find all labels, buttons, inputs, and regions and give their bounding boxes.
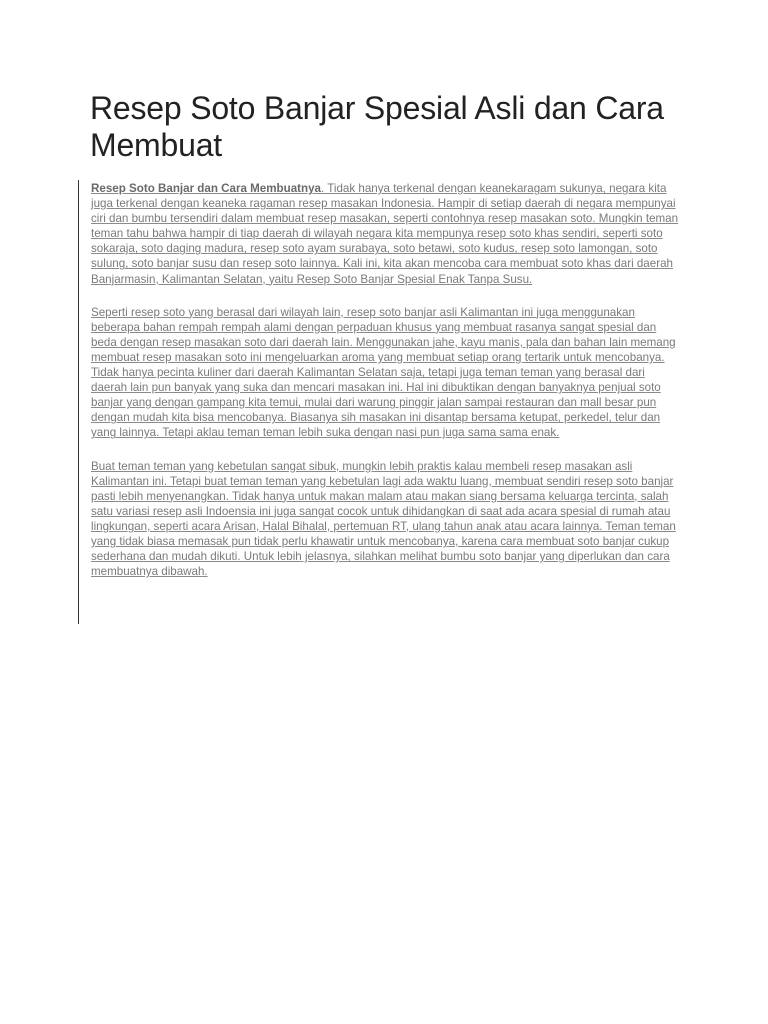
left-margin-rule: [78, 180, 79, 624]
paragraph-3-text[interactable]: Buat teman teman yang kebetulan sangat sibuk, mungkin lebih praktis kalau membeli resep masakan asli Kalimantan ini. Tetapi buat teman teman yang kebetulan lagi ada waktu luang, membuat sendiri resep soto banjar pasti lebih menyenangkan. Tidak hanya untuk makan malam atau makan siang bersama keluarga tercinta, salah satu variasi resep asli Indoensia ini juga sangat cocok untuk dihidangkan di saat ada acara spesial di rumah atau lingkungan, seperti acara Arisan, Halal Bihalal, pertemuan RT, ulang tahun anak atau acara lainnya. Teman teman yang tidak biasa memasak pun tidak perlu khawatir untuk mencobanya, karena cara membuat soto banjar cukup sederhana dan mudah dikuti. Untuk lebih jelasnya, silahkan melihat bumbu soto banjar yang diperlukan dan cara membuatnya dibawah.: [91, 459, 676, 579]
paragraph-2: [91, 305, 681, 441]
paragraph-1: [91, 181, 681, 287]
paragraph-3: [91, 459, 681, 580]
article-body: [91, 181, 681, 597]
paragraph-1-lead[interactable]: Resep Soto Banjar dan Cara Membuatnya: [91, 182, 322, 195]
paragraph-1-text[interactable]: . Tidak hanya terkenal dengan keanekaragam sukunya, negara kita juga terkenal dengan keaneka ragaman resep masakan Indonesia. Hampir di setiap daerah di negara mempunyai ciri dan bumbu tersendiri dalam membuat resep masakan, seperti contohnya resep masakan soto. Mungkin teman teman tahu bahwa hampir di tiap daerah di wilayah negara kita mempunya resep soto khas sendiri, seperti soto sokaraja, soto daging madura, resep soto ayam surabaya, soto betawi, soto kudus, resep soto lamongan, soto sulung, soto banjar susu dan resep soto lainnya. Kali ini, kita akan mencoba cara membuat soto khas dari daerah Banjarmasin, Kalimantan Selatan, yaitu Resep Soto Banjar Spesial Enak Tanpa Susu.: [91, 182, 679, 286]
page-title: Resep Soto Banjar Spesial Asli dan Cara Membuat: [90, 90, 664, 163]
paragraph-2-text[interactable]: Seperti resep soto yang berasal dari wilayah lain, resep soto banjar asli Kalimantan ini juga menggunakan beberapa bahan rempah rempah alami dengan perpaduan khusus yang membuat rasanya sangat spesial dan beda dengan resep masakan soto dari daerah lain. Menggunakan jahe, kayu manis, pala dan bahan lain memang membuat resep masakan soto ini mengeluarkan aroma yang membuat setiap orang tertarik untuk mencobanya. Tidak hanya pecinta kuliner dari daerah Kalimantan Selatan saja, tetapi juga teman teman yang berasal dari daerah lain pun banyak yang suka dan mencari masakan ini. Hal ini dibuktikan dengan banyaknya penjual soto banjar yang dengan gampang kita temui, mulai dari warung pinggir jalan sampai restauran dan mall besar pun dengan mudah kita bisa mencobanya. Biasanya sih masakan ini disantap bersama ketupat, perkedel, telur dan yang lainnya. Tetapi aklau teman teman lebih suka dengan nasi pun juga sama sama enak.: [91, 305, 676, 440]
